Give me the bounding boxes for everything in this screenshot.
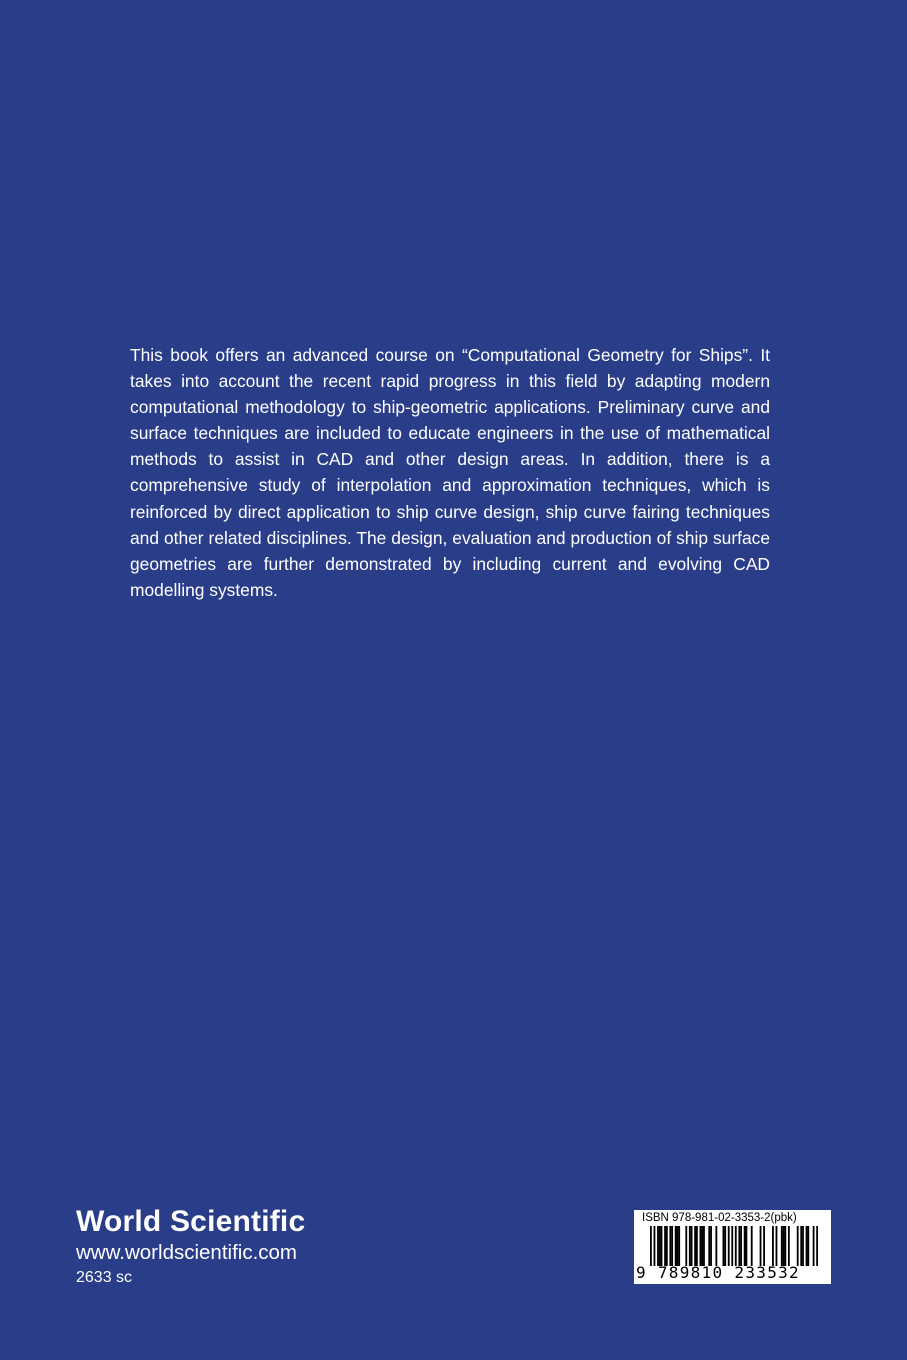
barcode-bar — [671, 1226, 673, 1266]
barcode-bar — [715, 1226, 717, 1266]
barcode-bar — [654, 1226, 656, 1266]
isbn-barcode — [634, 1210, 831, 1284]
barcode-bar — [694, 1226, 696, 1266]
barcode-bar — [781, 1226, 783, 1266]
barcode-bar — [802, 1226, 804, 1266]
barcode-bar — [678, 1226, 680, 1266]
barcode-bar — [744, 1226, 746, 1266]
book-description: This book offers an advanced course on “Computational Geometry for Ships”. It takes into account the recent rapid progress in this field by adapting modern computational methodology to ship-geometric applications. Preliminary curve and surface techniques are included to educate engineers in the use of mathematical methods to assist in CAD and other design areas. In addition, there is a comprehensive study of interpolation and approximation techniques, which is reinforced by direct application to ship curve design, ship curve fairing techniques and other related disciplines. The design, evaluation and production of ship surface geometries are further demonstrated by including current and evolving CAD modelling systems. — [130, 345, 770, 600]
barcode-bar — [708, 1226, 710, 1266]
barcode-bar — [763, 1226, 765, 1266]
barcode-bar — [800, 1226, 802, 1266]
barcode-bar — [710, 1226, 712, 1266]
barcode-bar — [783, 1226, 785, 1266]
barcode-bar — [806, 1226, 808, 1266]
barcode-bar — [669, 1226, 671, 1266]
barcode-bar — [745, 1226, 747, 1266]
barcode-bar — [666, 1226, 668, 1266]
barcode-bar — [760, 1226, 762, 1266]
barcode-bar — [735, 1226, 737, 1266]
product-code: 2633 sc — [76, 1269, 133, 1286]
barcode-bar — [657, 1226, 659, 1266]
barcode-bar — [724, 1226, 726, 1266]
barcode-bar — [797, 1226, 799, 1266]
barcode-bar — [659, 1226, 661, 1266]
barcode-bar — [776, 1226, 778, 1266]
barcode-bar — [738, 1226, 740, 1266]
barcode-digits: 9 789810 233532 — [636, 1263, 800, 1282]
barcode-bars — [650, 1226, 818, 1266]
barcode-bar — [691, 1226, 693, 1266]
barcode-bar — [703, 1226, 705, 1266]
barcode-bar — [816, 1226, 818, 1266]
barcode-bar — [784, 1226, 786, 1266]
barcode-bar — [689, 1226, 691, 1266]
barcode-bar — [740, 1226, 742, 1266]
barcode-bar — [731, 1226, 733, 1266]
barcode-bar — [788, 1226, 790, 1266]
barcode-bar — [650, 1226, 652, 1266]
barcode-bar — [675, 1226, 677, 1266]
barcode-bar — [700, 1226, 702, 1266]
barcode-bar — [751, 1226, 753, 1266]
barcode-bar — [813, 1226, 815, 1266]
isbn-label: ISBN 978-981-02-3353-2(pbk) — [642, 1212, 797, 1224]
barcode-bar — [696, 1226, 698, 1266]
publisher-block — [76, 1204, 376, 1289]
barcode-bar — [701, 1226, 703, 1266]
barcode-bar — [661, 1226, 663, 1266]
publisher-name: World Scientific — [76, 1205, 306, 1238]
barcode-bar — [728, 1226, 730, 1266]
barcode-bar — [664, 1226, 666, 1266]
barcode-bar — [685, 1226, 687, 1266]
barcode-bar — [772, 1226, 774, 1266]
barcode-bar — [677, 1226, 679, 1266]
barcode-bar — [807, 1226, 809, 1266]
publisher-url: www.worldscientific.com — [76, 1241, 297, 1264]
barcode-bar — [723, 1226, 725, 1266]
